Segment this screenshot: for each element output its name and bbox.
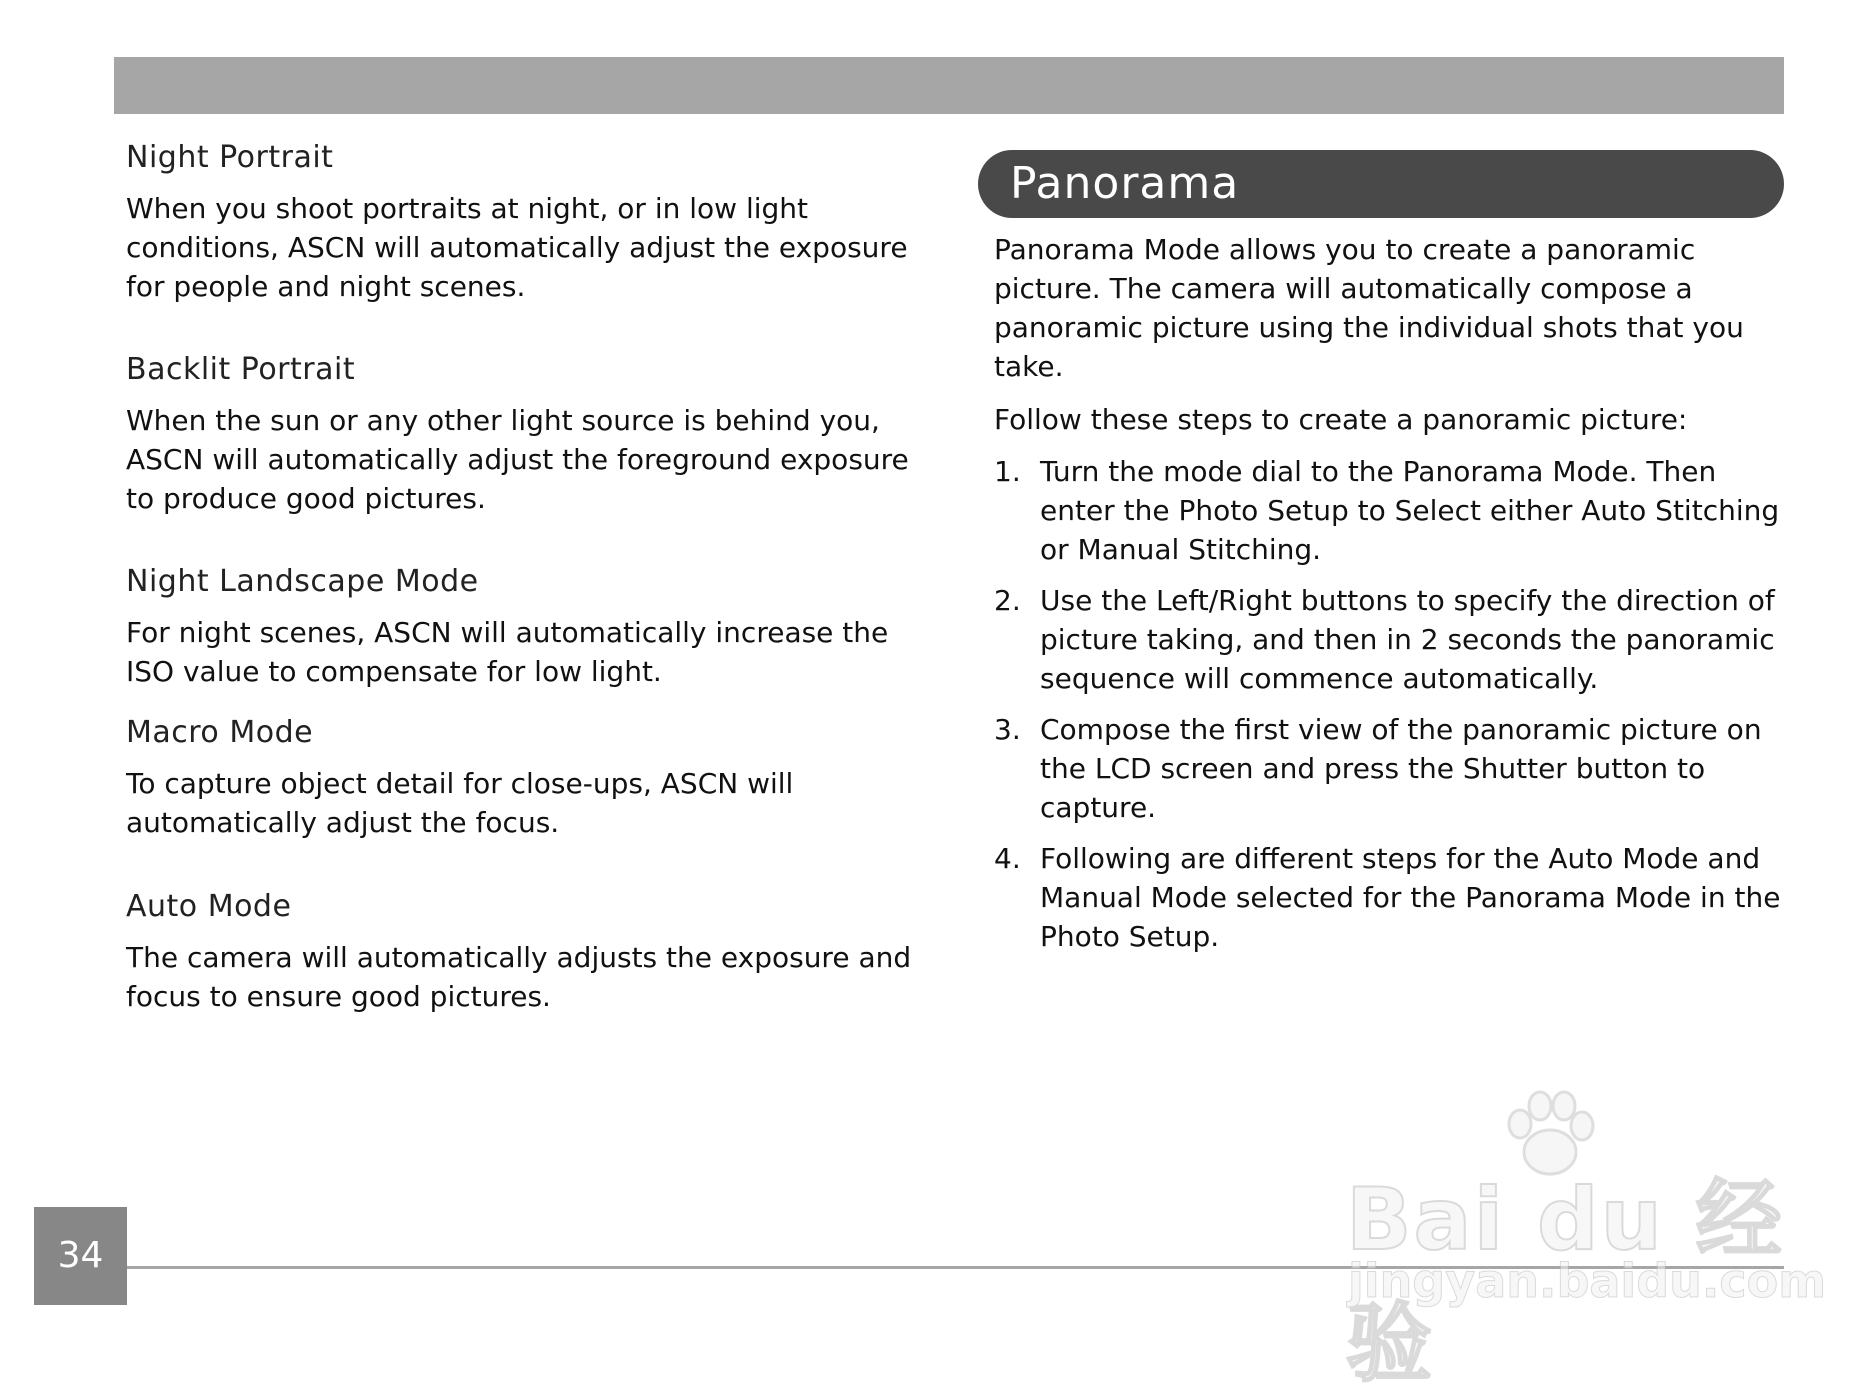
baidu-watermark [1340,1090,1827,1394]
section-title: Night Landscape Mode [126,564,479,599]
section-night-landscape [126,564,926,691]
step-number: 1. [994,455,1021,488]
section-body: The camera will automatically adjusts the exposure and focus to ensure good pictures. [126,941,912,1013]
section-body: To capture object detail for close-ups, ASCN will automatically adjust the focus. [126,767,794,839]
section-macro-mode [126,715,926,842]
page-number: 34 [34,1207,127,1305]
section-title: Night Portrait [126,140,334,175]
panorama-heading: Panorama [978,150,1784,218]
step-text: Use the Left/Right buttons to specify the direction of picture taking, and then in 2 seconds the panoramic sequence will commence automatically. [1040,584,1775,695]
section-title: Macro Mode [126,715,314,750]
step-text: Following are different steps for the Auto Mode and Manual Mode selected for the Panorama Mode in the Photo Setup. [1040,842,1781,953]
watermark-brand: Bai du 经验 [1346,1170,1784,1394]
section-body: When the sun or any other light source is behind you, ASCN will automatically adjust the foreground exposure to produce good pictures. [126,404,909,515]
section-title: Auto Mode [126,889,292,924]
section-title: Backlit Portrait [126,352,356,387]
header-bar [114,57,1784,114]
section-body: For night scenes, ASCN will automatically increase the ISO value to compensate for low light. [126,616,889,688]
panorama-intro: Panorama Mode allows you to create a panoramic picture. The camera will automatically compose a panoramic picture using the individual shots that you take. [994,233,1744,383]
step-number: 4. [994,842,1021,875]
steps-intro: Follow these steps to create a panoramic picture: [994,403,1688,436]
list-item [994,452,1784,569]
steps-list [994,452,1784,968]
section-body: When you shoot portraits at night, or in low light conditions, ASCN will automatically adjust the exposure for people and night scenes. [126,192,908,303]
section-auto-mode [126,889,926,1016]
section-backlit-portrait [126,352,926,518]
step-text: Turn the mode dial to the Panorama Mode. Then enter the Photo Setup to Select either Auto Stitching or Manual Stitching. [1040,455,1780,566]
list-item [994,581,1784,698]
section-night-portrait [126,140,926,306]
list-item [994,710,1784,827]
step-number: 2. [994,584,1021,617]
step-number: 3. [994,713,1021,746]
list-item [994,839,1784,956]
step-text: Compose the first view of the panoramic picture on the LCD screen and press the Shutter button to capture. [1040,713,1762,824]
watermark-url: jingyan.baidu.com [1348,1254,1827,1308]
